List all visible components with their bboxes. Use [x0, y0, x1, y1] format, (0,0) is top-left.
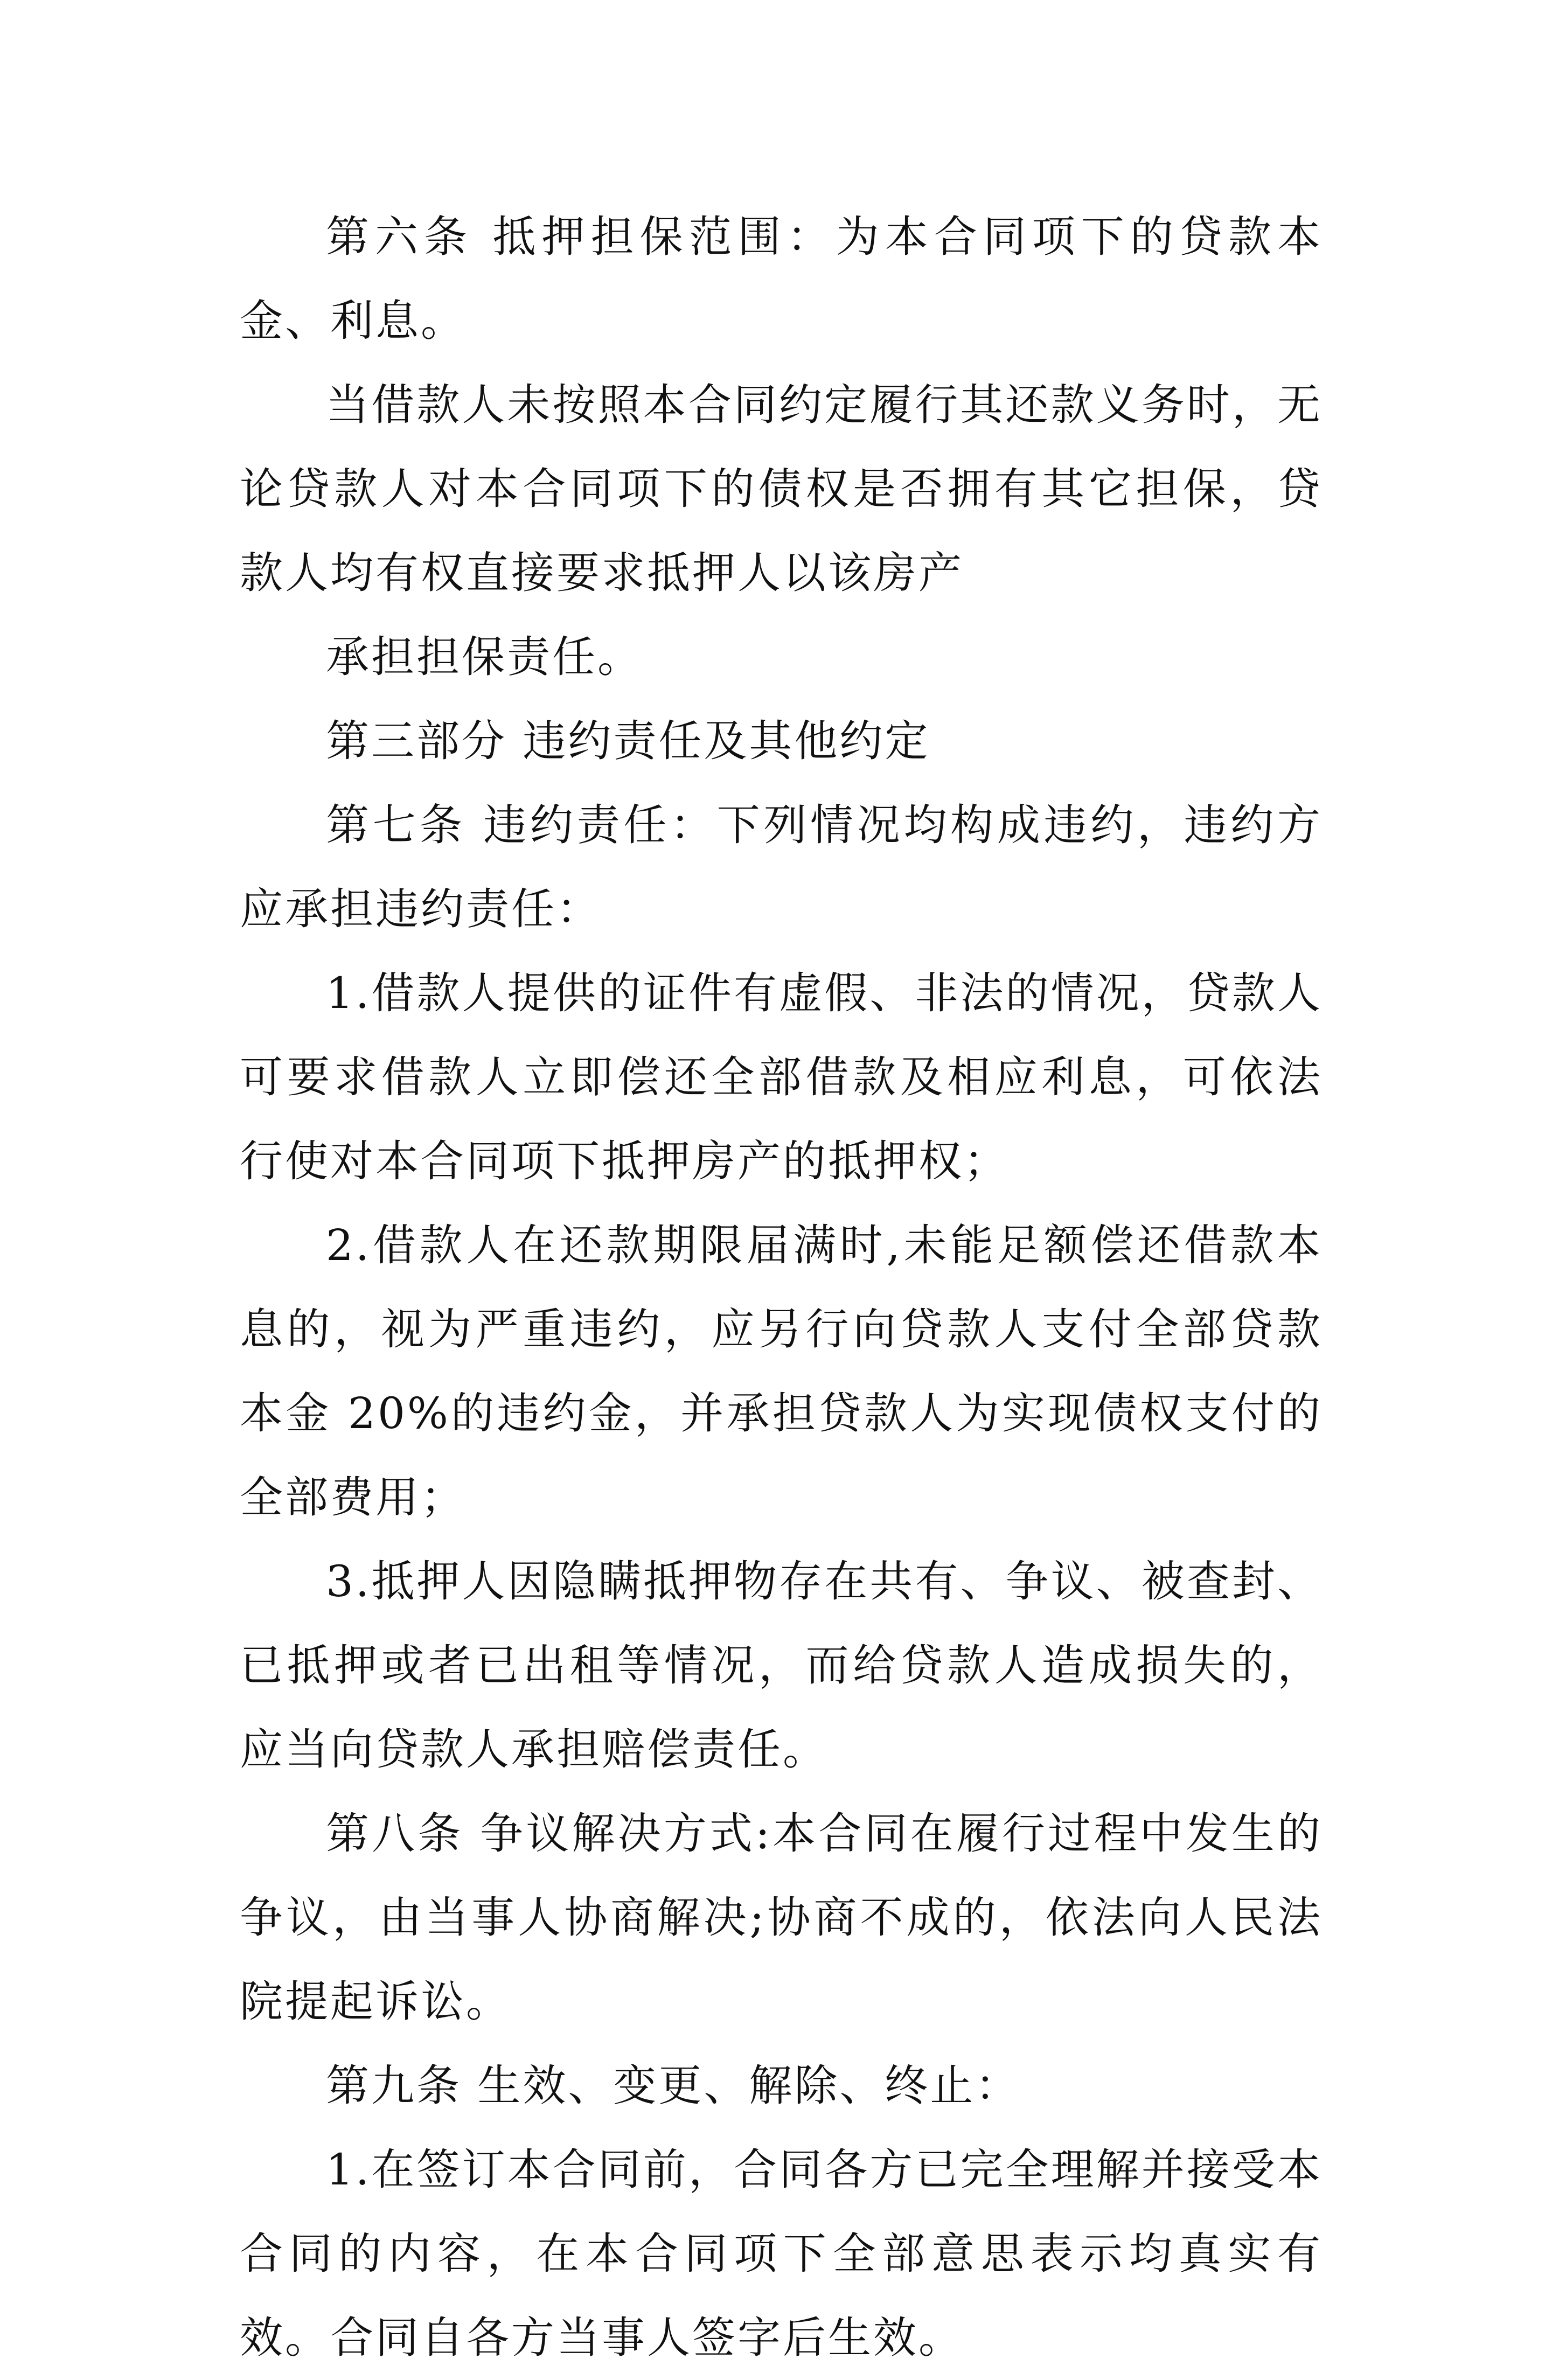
clause-8-paragraph: 第八条 争议解决方式:本合同在履行过程中发生的争议，由当事人协商解决;协商不成的，依法向人民法院提起诉讼。 — [240, 1808, 1323, 2027]
clause-7-item-1: 1.借款人提供的证件有虚假、非法的情况，贷款人可要求借款人立即偿还全部借款及相应利息，可依法行使对本合同项下抵押房产的抵押权； — [240, 968, 1323, 1186]
clause-7-item-2: 2.借款人在还款期限届满时,未能足额偿还借款本息的，视为严重违约，应另行向贷款人支付全部贷款本金 20%的违约金，并承担贷款人为实现债权支付的全部费用； — [240, 1220, 1323, 1522]
clause-9-heading: 第九条 生效、变更、解除、终止： — [326, 2061, 1021, 2111]
clause-6-detail-paragraph: 当借款人未按照本合同约定履行其还款义务时，无论贷款人对本合同项下的债权是否拥有其它担保，贷款人均有权直接要求抵押人以该房产 — [240, 380, 1323, 598]
clause-6-paragraph: 第六条 抵押担保范围：为本合同项下的贷款本金、利息。 — [240, 212, 1323, 346]
contract-body — [240, 195, 1323, 2380]
part-3-heading: 第三部分 违约责任及其他约定 — [326, 716, 930, 766]
clause-7-paragraph: 第七条 违约责任：下列情况均构成违约，违约方应承担违约责任： — [240, 800, 1323, 934]
clause-6-continuation: 承担担保责任。 — [326, 632, 643, 682]
clause-7-item-3: 3.抵押人因隐瞒抵押物存在共有、争议、被查封、已抵押或者已出租等情况，而给贷款人造成损失的，应当向贷款人承担赔偿责任。 — [240, 1556, 1323, 1774]
clause-9-item-1: 1.在签订本合同前，合同各方已完全理解并接受本合同的内容，在本合同项下全部意思表示均真实有效。合同自各方当事人签字后生效。 — [240, 2145, 1323, 2363]
